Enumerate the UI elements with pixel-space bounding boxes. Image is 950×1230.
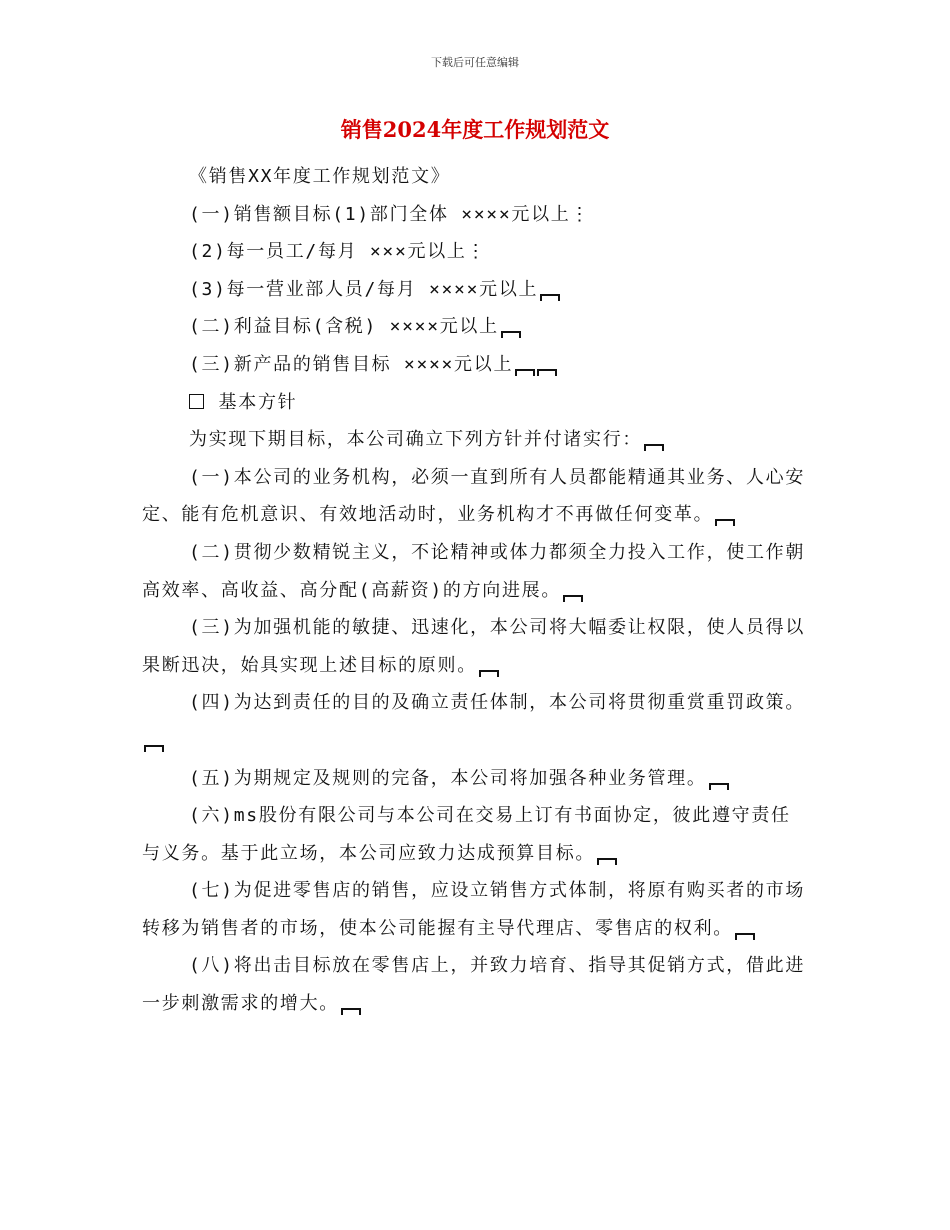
paragraph-text: (三)为加强机能的敏捷、迅速化，本公司将大幅委让权限，使人员得以果断迅决，始具实现上述目标的原则。 [142,617,806,676]
paragraph-mark-icon [144,745,164,752]
paragraph-text: (五)为期规定及规则的完备，本公司将加强各种业务管理。 [189,767,707,789]
paragraph [142,233,810,271]
paragraph-mark-icon [540,294,560,301]
paragraph-mark-icon [479,670,499,677]
paragraph [142,760,810,798]
checkbox-square-icon [189,394,204,409]
paragraph [142,872,810,947]
document-title: 销售2024年度工作规划范文 [340,117,610,142]
paragraph-text: 为实现下期目标，本公司确立下列方针并付诸实行： [189,429,643,451]
paragraph-mark-icon [563,595,583,602]
paragraph-text: (二)利益目标(含税) ××××元以上 [189,316,499,338]
paragraph-text: (八)将出击目标放在零售店上，并致力培育、指导其促销方式，借此进一步刺激需求的增大。 [142,955,806,1015]
document-body [142,158,810,1023]
paragraph-text: (六)ms股份有限公司与本公司在交易上订有书面协定，彼此遵守责任与义务。基于此立场，本公司应致力达成预算目标。 [142,805,791,864]
paragraph [142,158,810,196]
paragraph-text: (一)本公司的业务机构，必须一直到所有人员都能精通其业务、人心安定、能有危机意识、有效地活动时，业务机构才不再做任何变革。 [142,466,806,526]
paragraph [142,346,810,384]
paragraph-text: (四)为达到责任的目的及确立责任体制，本公司将贯彻重赏重罚政策。 [189,692,806,714]
paragraph-mark-icon [709,783,729,790]
paragraph-text: (二)贯彻少数精锐主义，不论精神或体力都须全力投入工作，使工作朝高效率、高收益、高分配(高薪资)的方向进展。 [142,541,806,601]
paragraph-mark-icon [341,1008,361,1015]
paragraph-text: (2)每一员工/每月 ×××元以上⋮ [189,241,487,263]
paragraph-mark-icon [644,444,664,451]
paragraph [142,196,810,234]
paragraph-text: 《销售XX年度工作规划范文》 [189,166,451,187]
paragraph [142,797,810,872]
paragraph-mark-icon [735,933,755,940]
paragraph-mark-icon [715,519,735,526]
paragraph-mark-icon [515,369,535,376]
paragraph [142,684,810,759]
paragraph-text: (三)新产品的销售目标 ××××元以上 [189,353,514,375]
header-note: 下载后可任意编辑 [431,56,519,69]
paragraph [142,271,810,309]
paragraph [142,947,810,1022]
paragraph [142,308,810,346]
paragraph [142,459,810,534]
paragraph-mark-icon [501,331,521,338]
paragraph [142,421,810,459]
paragraph-mark-icon [537,369,557,376]
paragraph [142,384,810,422]
paragraph-text: (七)为促进零售店的销售，应设立销售方式体制，将原有购买者的市场转移为销售者的市场，使本公司能握有主导代理店、零售店的权利。 [142,880,806,939]
paragraph [142,609,810,684]
paragraph-mark-icon [597,858,617,865]
paragraph-text: (一)销售额目标(1)部门全体 ××××元以上⋮ [189,203,591,225]
paragraph-text: (3)每一营业部人员/每月 ××××元以上 [189,278,539,300]
paragraph [142,534,810,609]
paragraph-text: 基本方针 [218,391,298,413]
